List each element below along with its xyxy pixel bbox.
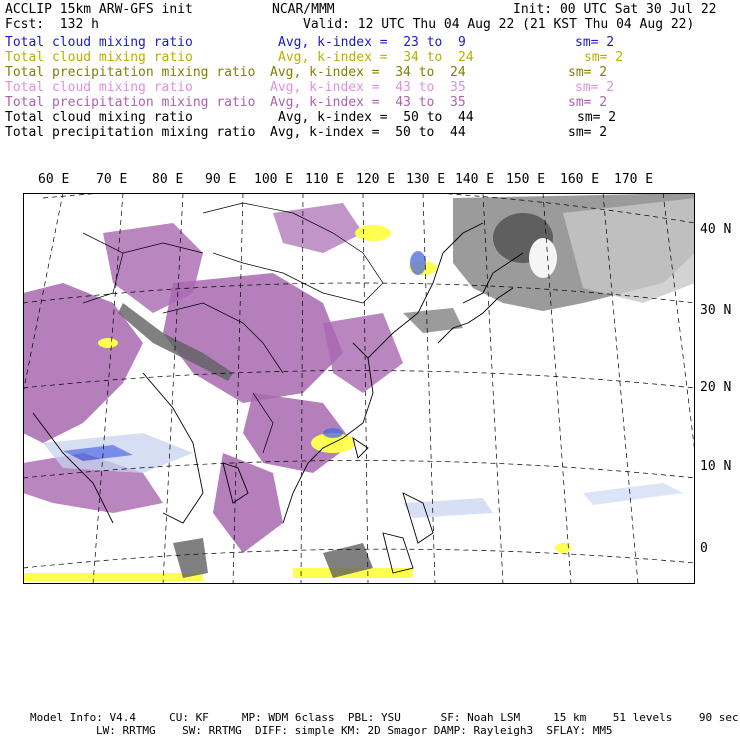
field-avg: Avg, k-index = 50 to 44 <box>278 110 474 125</box>
lon-label: 130 E <box>406 172 446 187</box>
field-sm: sm= 2 <box>568 95 608 110</box>
field-avg: Avg, k-index = 23 to 9 <box>278 35 466 50</box>
lon-label: 140 E <box>455 172 495 187</box>
lon-label: 150 E <box>506 172 546 187</box>
field-name: Total precipitation mixing ratio <box>5 125 256 140</box>
model-title: ACCLIP 15km ARW-GFS init <box>5 2 193 17</box>
init-time: Init: 00 UTC Sat 30 Jul 22 <box>513 2 717 17</box>
lat-label: 10 N <box>700 459 732 474</box>
field-sm: sm= 2 <box>577 110 617 125</box>
field-avg: Avg, k-index = 34 to 24 <box>270 65 466 80</box>
field-avg: Avg, k-index = 34 to 24 <box>278 50 474 65</box>
field-name: Total precipitation mixing ratio <box>5 65 256 80</box>
field-sm: sm= 2 <box>575 80 615 95</box>
field-sm: sm= 2 <box>568 125 608 140</box>
lon-label: 160 E <box>560 172 600 187</box>
forecast-map <box>23 193 695 584</box>
field-avg: Avg, k-index = 43 to 35 <box>270 95 466 110</box>
lon-label: 110 E <box>305 172 345 187</box>
field-name: Total cloud mixing ratio <box>5 80 193 95</box>
model-info-line2: LW: RRTMG SW: RRTMG DIFF: simple KM: 2D Smagor DAMP: Rayleigh3 SFLAY: MM5 <box>96 724 613 737</box>
lon-label: 60 E <box>38 172 70 187</box>
lon-label: 90 E <box>205 172 237 187</box>
field-sm: sm= 2 <box>584 50 624 65</box>
lon-label: 170 E <box>614 172 654 187</box>
field-avg: Avg, k-index = 43 to 35 <box>270 80 466 95</box>
lon-label: 70 E <box>96 172 128 187</box>
model-info-line1: Model Info: V4.4 CU: KF MP: WDM 6class PBL: YSU SF: Noah LSM 15 km 51 levels 90 sec <box>30 711 739 724</box>
lat-label: 40 N <box>700 222 732 237</box>
lat-label: 20 N <box>700 380 732 395</box>
lat-label: 30 N <box>700 303 732 318</box>
valid-time: Valid: 12 UTC Thu 04 Aug 22 (21 KST Thu 04 Aug 22) <box>303 17 695 32</box>
field-sm: sm= 2 <box>575 35 615 50</box>
field-avg: Avg, k-index = 50 to 44 <box>270 125 466 140</box>
lat-label: 0 <box>700 541 708 556</box>
lon-label: 120 E <box>356 172 396 187</box>
lon-label: 80 E <box>152 172 184 187</box>
lon-label: 100 E <box>254 172 294 187</box>
field-name: Total cloud mixing ratio <box>5 50 193 65</box>
field-sm: sm= 2 <box>568 65 608 80</box>
field-name: Total cloud mixing ratio <box>5 35 193 50</box>
field-name: Total cloud mixing ratio <box>5 110 193 125</box>
org-label: NCAR/MMM <box>272 2 335 17</box>
forecast-hour: Fcst: 132 h <box>5 17 99 32</box>
field-name: Total precipitation mixing ratio <box>5 95 256 110</box>
